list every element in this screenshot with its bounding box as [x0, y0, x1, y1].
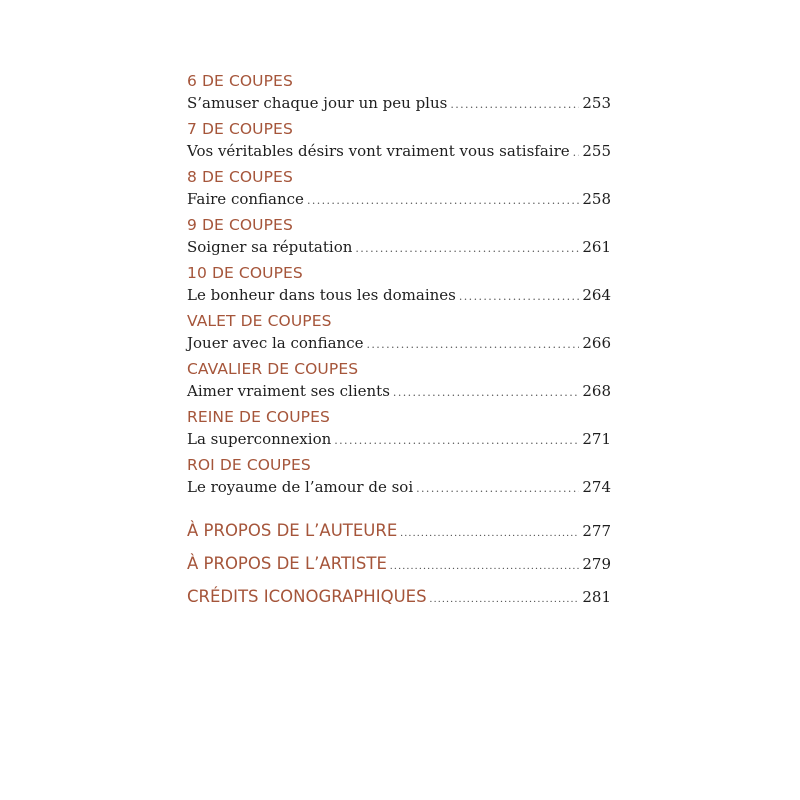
- dot-leader: [393, 380, 579, 405]
- toc-entry[interactable]: [187, 91, 611, 116]
- entry-title: Soigner sa réputation: [187, 238, 353, 256]
- appendix-page-number: 277: [582, 522, 611, 540]
- dot-leader: [355, 236, 579, 261]
- section-heading: 9 DE COUPES: [187, 216, 293, 234]
- toc-entry[interactable]: [187, 331, 611, 356]
- section-heading: 10 DE COUPES: [187, 264, 303, 282]
- appendix-entry[interactable]: [187, 547, 611, 580]
- appendix-page-number: 281: [582, 588, 611, 606]
- toc-entry[interactable]: [187, 139, 611, 164]
- section-heading: REINE DE COUPES: [187, 408, 330, 426]
- appendix-title: À PROPOS DE L’ARTISTE: [187, 554, 387, 573]
- entry-title: Le bonheur dans tous les domaines: [187, 286, 456, 304]
- entry-title: Aimer vraiment ses clients: [187, 382, 390, 400]
- dot-leader: [366, 332, 579, 357]
- toc-entry[interactable]: [187, 283, 611, 308]
- toc-section: [187, 455, 611, 500]
- toc-appendix: [187, 514, 611, 613]
- toc-entry[interactable]: [187, 475, 611, 500]
- entry-page-number: 255: [582, 142, 611, 160]
- entry-title: Le royaume de l’amour de soi: [187, 478, 414, 496]
- dot-leader: [307, 188, 579, 213]
- dot-leader: [334, 428, 579, 453]
- toc-section: [187, 119, 611, 164]
- entry-page-number: 264: [582, 286, 611, 304]
- dot-leader: [390, 550, 579, 583]
- entry-title: Faire confiance: [187, 190, 304, 208]
- toc-section: [187, 167, 611, 212]
- toc-entry[interactable]: [187, 427, 611, 452]
- entry-page-number: 268: [582, 382, 611, 400]
- dot-leader: [416, 476, 579, 501]
- entry-page-number: 261: [582, 238, 611, 256]
- section-heading: 7 DE COUPES: [187, 120, 293, 138]
- toc-section: [187, 359, 611, 404]
- entry-page-number: 274: [582, 478, 611, 496]
- dot-leader: [430, 583, 580, 616]
- entry-title: Vos véritables désirs vont vraiment vous satisfaire: [187, 142, 570, 160]
- entry-title: S’amuser chaque jour un peu plus: [187, 94, 448, 112]
- dot-leader: [400, 517, 579, 550]
- appendix-entry[interactable]: [187, 580, 611, 613]
- toc-entry[interactable]: [187, 379, 611, 404]
- toc-entry[interactable]: [187, 235, 611, 260]
- dot-leader: [459, 284, 579, 309]
- section-heading: 8 DE COUPES: [187, 168, 293, 186]
- toc-section: [187, 311, 611, 356]
- appendix-entry[interactable]: [187, 514, 611, 547]
- toc-section: [187, 407, 611, 452]
- dot-leader: [573, 140, 580, 165]
- appendix-page-number: 279: [582, 555, 611, 573]
- appendix-title: À PROPOS DE L’AUTEURE: [187, 521, 398, 540]
- toc-section: [187, 215, 611, 260]
- dot-leader: [450, 92, 579, 117]
- toc-section: [187, 263, 611, 308]
- entry-page-number: 266: [582, 334, 611, 352]
- entry-title: La superconnexion: [187, 430, 332, 448]
- entry-page-number: 258: [582, 190, 611, 208]
- toc-entry[interactable]: [187, 187, 611, 212]
- appendix-title: CRÉDITS ICONOGRAPHIQUES: [187, 587, 427, 606]
- entry-page-number: 271: [582, 430, 611, 448]
- toc-section: [187, 71, 611, 116]
- entry-title: Jouer avec la confiance: [187, 334, 364, 352]
- section-heading: CAVALIER DE COUPES: [187, 360, 359, 378]
- table-of-contents: [187, 71, 611, 613]
- section-heading: 6 DE COUPES: [187, 72, 293, 90]
- section-heading: VALET DE COUPES: [187, 312, 332, 330]
- entry-page-number: 253: [582, 94, 611, 112]
- section-heading: ROI DE COUPES: [187, 456, 311, 474]
